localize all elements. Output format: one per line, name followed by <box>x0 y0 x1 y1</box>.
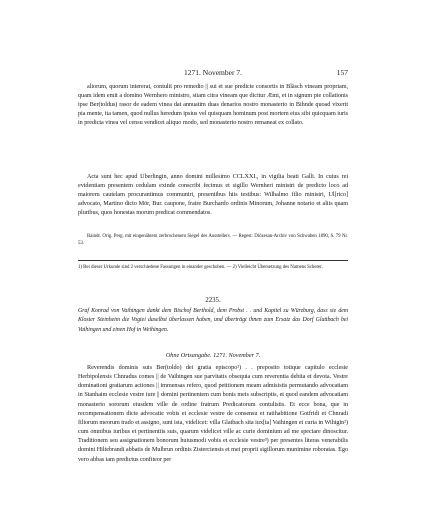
page-number: 157 <box>336 68 348 77</box>
footnotes: 1) Bei dieser Urkunde sind 2 verschiedene Fassungen in einander geschoben. — 2) Vielleicht Übersetzung des Namens Scherer. <box>78 265 323 270</box>
header-date: 1271. November 7. <box>184 68 242 77</box>
document-regest: Graf Konrad von Vaihingen dankt dem Bischof Berthold, dem Probst . . und Kapitel zu Würzburg, dass sie dem Kloster Steinheim die Vogtei daselbst überlassen haben, und überträgt ihnen zum Ersatz das Dorf Glattbach bei Vaihingen und einen Hof in Weihingen. <box>78 308 348 333</box>
place-date-line: Ohne Ortsangabe. 1271. November 7. <box>165 352 261 359</box>
source-note: Baindt. Orig. Perg. mit eingenähtem zerbrochenem Siegel des Ausstellers. — Regest: Diözesan-Archiv von Schwaben 1890, S. 79 Nr. 53. <box>78 234 348 246</box>
paragraph-acta: Acta sunt hec apud Uberlingin, anno domini millesimo CCLXXI., in vigilia beati Galli. In cuius rei evidentiam presentem cedulam exinde conscribi fecimus et sigillo Wernheri ministri de predicto loco ad maiorem cautelam procurantimus communiri, presentibus hiis testibus: Wilhalmo filio ministri, Ul[rico] advocato, Martino dicto Mör, Bur. caupone, fratre Burchardo ordinis Minorum, Johanne notario et aliis quam pluribus, quos honestas morum predicat commendatos. <box>78 173 348 217</box>
paragraph-continuation: aliorum, quorum intererat, contulit pro remedio || sui et sue predicte consortis in Bläsch vineam propriam, quam idem emit a domino Wernhero ministro, sitam citra vineam que dicitur Æmi, et in signum pie collationis ipse Ber(toldus) rasor de eadem vinea dat annuatim duas denarios nostro monasterio in Bihnde quoad vixerit pia mente, ita tamen, quod nullus heredum ipsius vel quisquam hominum post mortem eius sibi quicquam iuris in predicta vinea vel censu vendicet aliquo modo, sed monasterio nostro remaneat ex collato. <box>78 83 348 127</box>
document-body: Reverendis dominis suis Ber(toldo) dei gratia episcopo¹) . . preposito totique capitulo ecclesie Herbipolensis Chnradus comes || de Vaihingen sue parvitatis obsequia cum reverentia debita et devota. Vestre dominationi gratiarum actiones || immensas refero, quod petitionem meam admisistis permutando advocatiam in Stanhaim ecclesie vestre iure || domini pertinentem cum bonis meis subscriptis, et quod eandem advocatiam monasterio sororum eiusdem ville de ordine fratrum Predicatorum contulistis. Et ecce bona, que in recompensationem dicte advocatie vobis et ecclesie vestre de consensu et ratihabitione Gotfridi et Chnradi filiorum meorum trado et assigno, sunt ista, videlicet: villa Glatbach sita iux[ta] Vaihingen et curia in Wihigin²) cum omnibus iuribus et pertinentiis suis, quarum videlicet ville ac curie dominium ad me spectare dinoscitur. Traditionem seu assignationem bonorum huiusmodi vobis et ecclesie vestre³) per presentes literas venerabilis domini Hiltebrandi abbatis de Mulbrun ordinis Zisterciensis et mei proprii sigillorum munimine roboratas. Ego vero abbas iam predictus confiteor per <box>78 364 348 463</box>
document-number: 2235. <box>205 297 221 304</box>
footnote-divider <box>78 260 348 261</box>
running-header <box>78 68 348 78</box>
